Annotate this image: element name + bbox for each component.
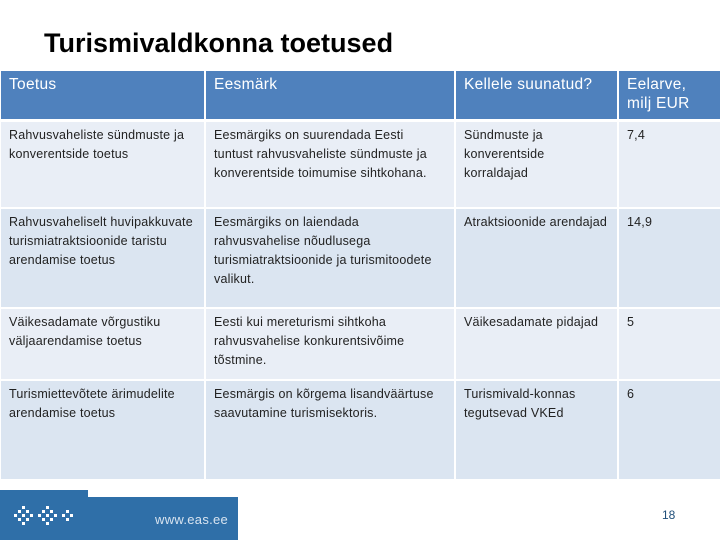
cell-kellele: Turismivald-konnas tegutsevad VKEd bbox=[455, 380, 618, 480]
table-row bbox=[1, 121, 720, 208]
header-kellele: Kellele suunatud? bbox=[455, 71, 618, 121]
cell-eelarve: 5 bbox=[618, 308, 720, 380]
slide-title: Turismivaldkonna toetused bbox=[44, 28, 394, 58]
snowflake-icon bbox=[6, 496, 82, 536]
cell-eesmark: Eesmärgiks on laiendada rahvusvahelise nõudlusega turismiatraktsioonide ja turismitoodete valikut. bbox=[205, 208, 455, 308]
cell-eelarve: 6 bbox=[618, 380, 720, 480]
footer-url: www.eas.ee bbox=[155, 512, 229, 527]
table-row bbox=[1, 308, 720, 380]
cell-toetus: Rahvusvaheliselt huvipakkuvate turismiatraktsioonide taristu arendamise toetus bbox=[1, 208, 205, 308]
header-toetus: Toetus bbox=[1, 71, 205, 121]
page-number: 18 bbox=[662, 508, 676, 522]
cell-kellele: Sündmuste ja konverentside korraldajad bbox=[455, 121, 618, 208]
cell-toetus: Rahvusvaheliste sündmuste ja konverentside toetus bbox=[1, 121, 205, 208]
cell-toetus: Turismiettevõtete ärimudelite arendamise toetus bbox=[1, 380, 205, 480]
support-table bbox=[1, 71, 720, 481]
cell-kellele: Väikesadamate pidajad bbox=[455, 308, 618, 380]
cell-eesmark: Eesmärgiks on suurendada Eesti tuntust rahvusvaheliste sündmuste ja konverentside toimumise sihtkohana. bbox=[205, 121, 455, 208]
table-row bbox=[1, 380, 720, 480]
header-eesmark: Eesmärk bbox=[205, 71, 455, 121]
eas-logo bbox=[0, 490, 88, 540]
cell-eelarve: 7,4 bbox=[618, 121, 720, 208]
table-row bbox=[1, 208, 720, 308]
cell-toetus: Väikesadamate võrgustiku väljaarendamise toetus bbox=[1, 308, 205, 380]
cell-eesmark: Eesmärgis on kõrgema lisandväärtuse saavutamine turismisektoris. bbox=[205, 380, 455, 480]
cell-kellele: Atraktsioonide arendajad bbox=[455, 208, 618, 308]
cell-eelarve: 14,9 bbox=[618, 208, 720, 308]
cell-eesmark: Eesti kui mereturismi sihtkoha rahvusvahelise konkurentsivõime tõstmine. bbox=[205, 308, 455, 380]
header-eelarve: Eelarve, milj EUR bbox=[618, 71, 720, 121]
table-header-row bbox=[1, 71, 720, 121]
